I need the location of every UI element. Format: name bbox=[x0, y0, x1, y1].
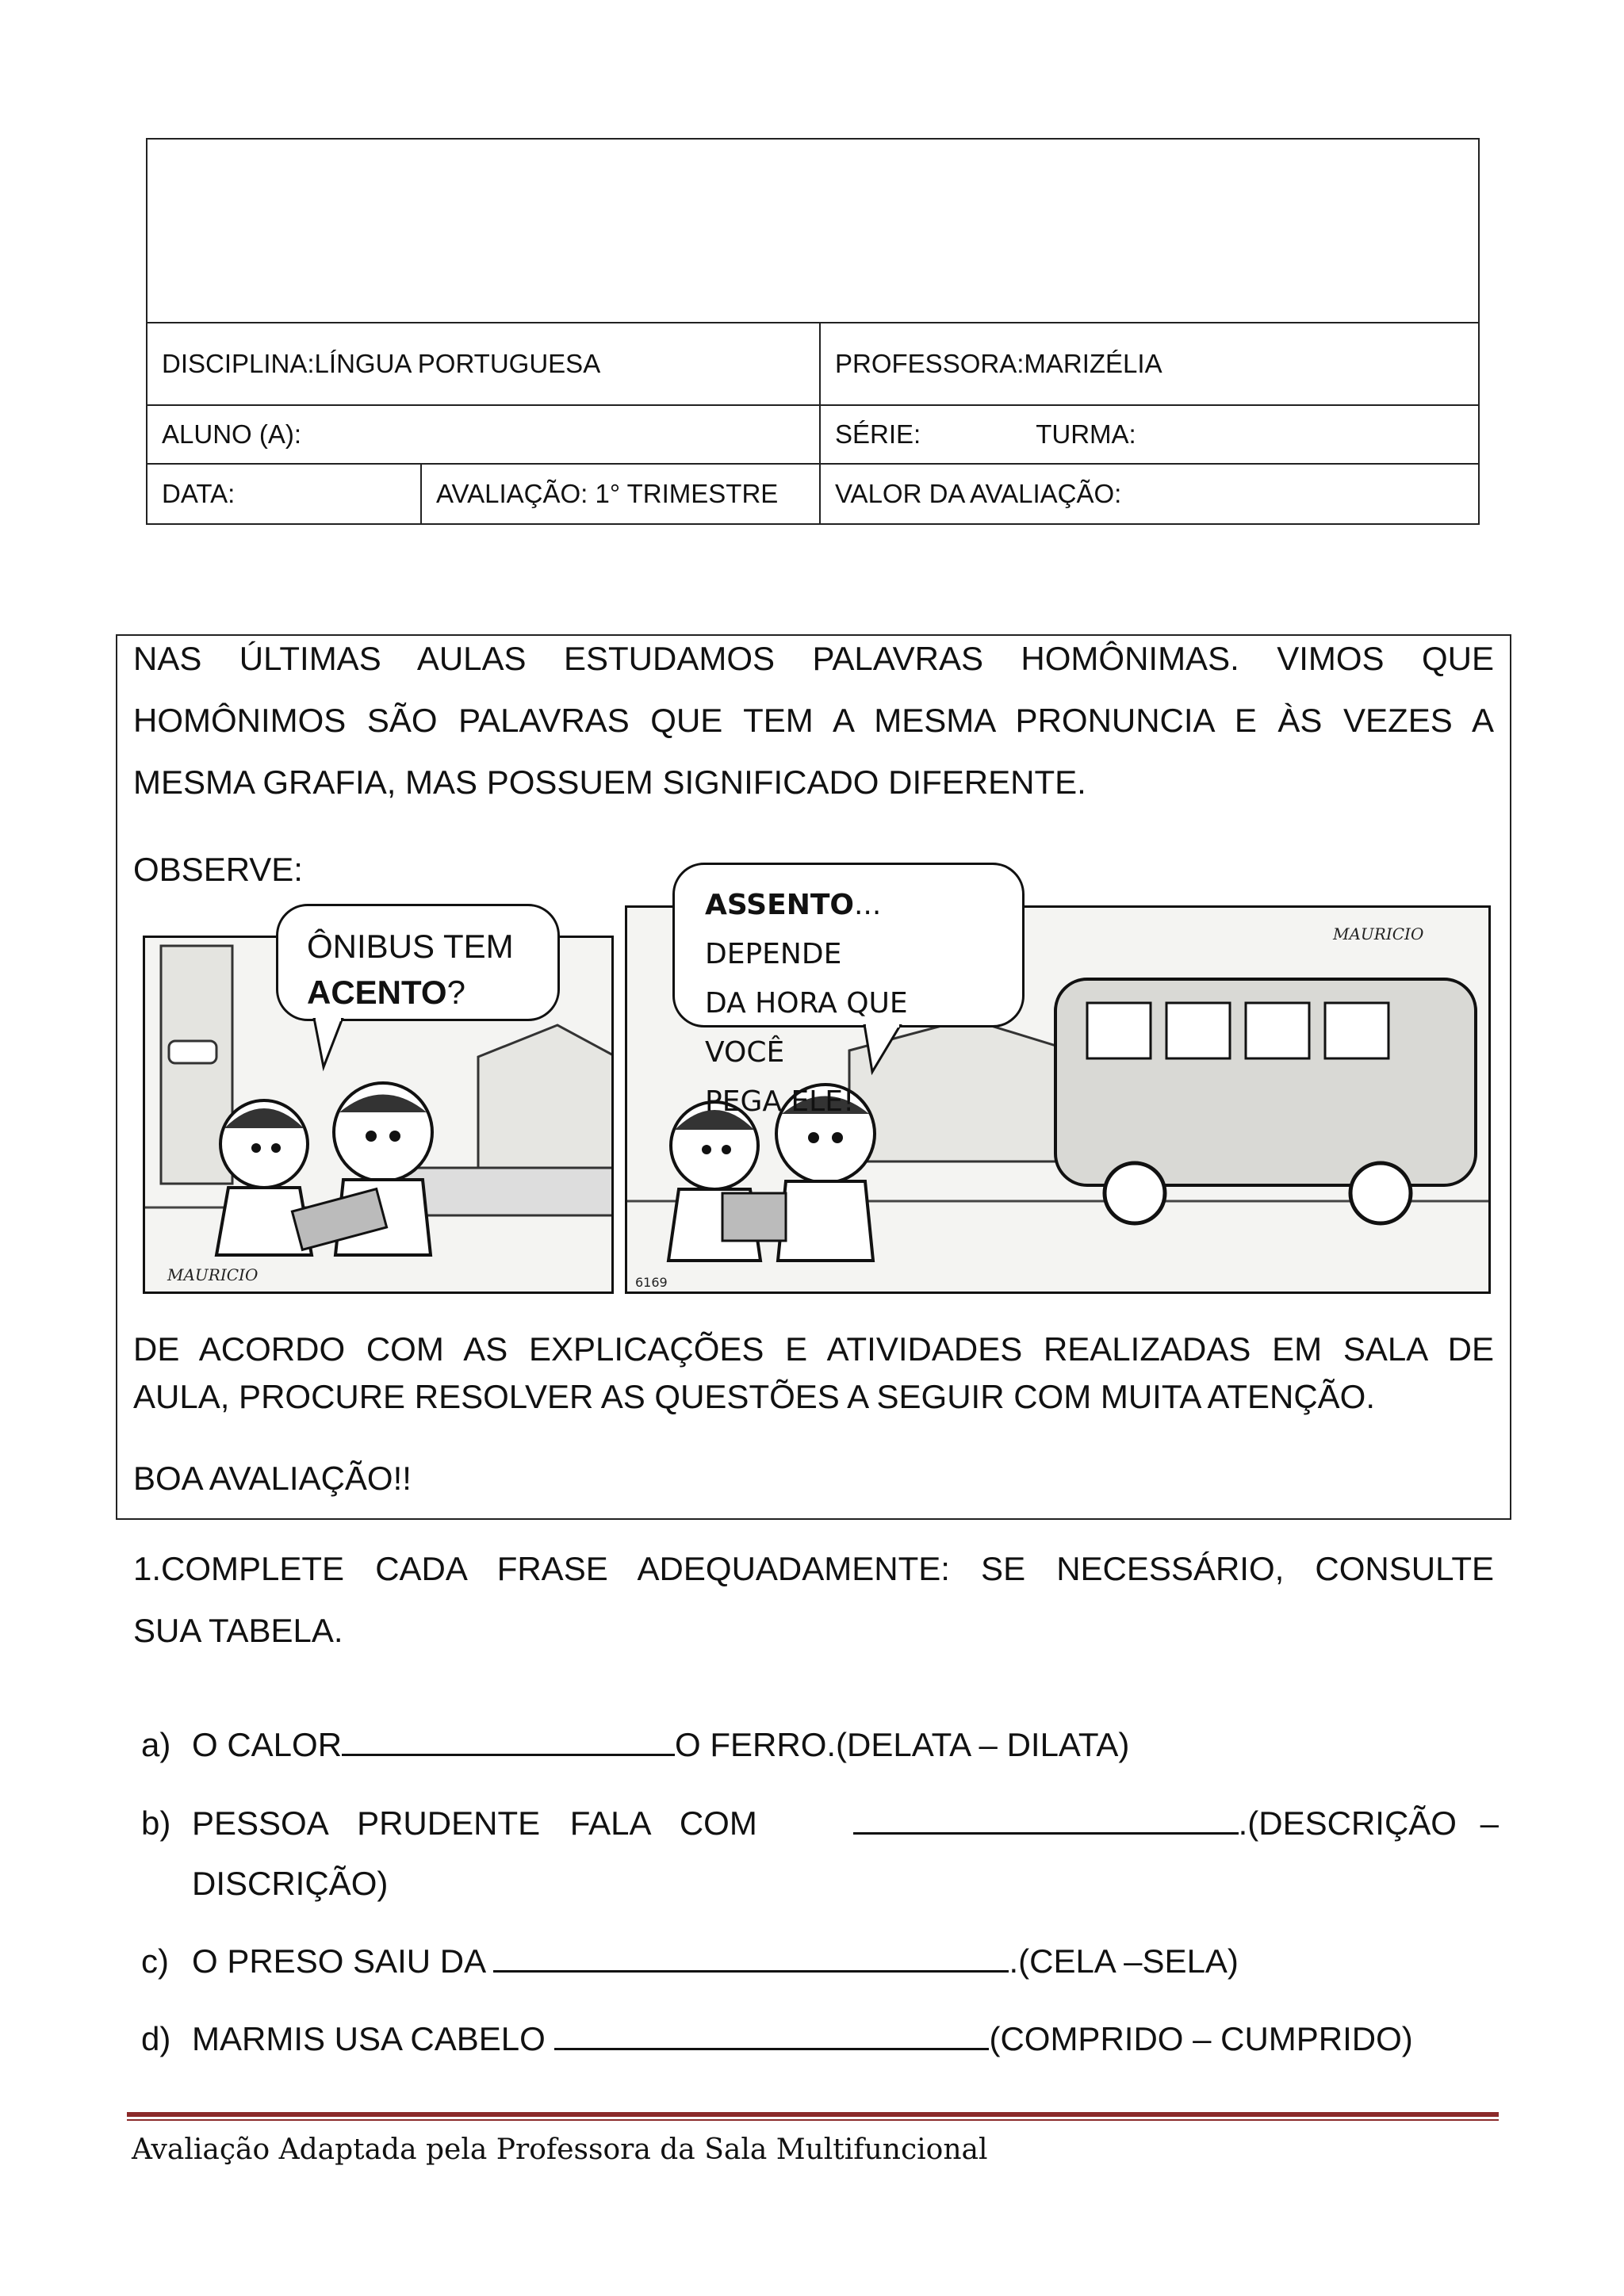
item-b-right bbox=[853, 1793, 1499, 1854]
valor-field[interactable]: VALOR DA AVALIAÇÃO: bbox=[835, 479, 1122, 508]
header-row-3 bbox=[147, 465, 1478, 523]
instructions-line-2: AULA, PROCURE RESOLVER AS QUESTÕES A SEGUIR COM MUITA ATENÇÃO. bbox=[133, 1378, 1376, 1415]
footer-rule-thick bbox=[127, 2112, 1499, 2117]
item-a-blank[interactable] bbox=[342, 1724, 675, 1756]
speech-bubble-1-tail bbox=[311, 1018, 358, 1073]
item-b-continuation: DISCRIÇÃO) bbox=[192, 1865, 389, 1902]
header-table bbox=[146, 138, 1480, 525]
item-b-blank[interactable] bbox=[853, 1802, 1239, 1835]
header-row-1 bbox=[147, 323, 1478, 406]
item-d-before: MARMIS USA CABELO bbox=[192, 2020, 546, 2057]
question-item-b bbox=[141, 1793, 1499, 1854]
item-b-before: PESSOA PRUDENTE FALA COM bbox=[192, 1804, 757, 1842]
professora-field: PROFESSORA:MARIZÉLIA bbox=[835, 349, 1162, 378]
serie-field[interactable]: SÉRIE: bbox=[835, 419, 921, 449]
svg-text:6169: 6169 bbox=[635, 1275, 668, 1290]
bubble-2-line-1-rest: ... DEPENDE bbox=[705, 889, 882, 970]
item-c-after: .(CELA –SELA) bbox=[1009, 1942, 1239, 1980]
item-c-label: c) bbox=[141, 1942, 169, 1980]
speech-bubble-2 bbox=[672, 863, 1025, 1118]
closing-text: BOA AVALIAÇÃO!! bbox=[133, 1460, 412, 1497]
turma-field[interactable]: TURMA: bbox=[1036, 419, 1136, 449]
item-b-left bbox=[141, 1793, 757, 1854]
bubble-1-end: ? bbox=[446, 974, 465, 1011]
bubble-2-line-1 bbox=[705, 881, 992, 979]
bubble-2-line-3: PEGA ELE! bbox=[705, 1085, 855, 1118]
speech-bubble-2-tail bbox=[856, 1024, 912, 1080]
question-1-line-2: SUA TABELA. bbox=[133, 1612, 343, 1649]
item-a-after: O FERRO.(DELATA – DILATA) bbox=[675, 1726, 1130, 1763]
bubble-2-line-2: DA HORA QUE VOCÊ bbox=[705, 987, 908, 1069]
svg-text:MAURICIO: MAURICIO bbox=[167, 1265, 259, 1284]
item-b-after: .(DESCRIÇÃO – bbox=[1238, 1804, 1499, 1842]
bubble-1-line-1: ÔNIBUS TEM bbox=[307, 928, 514, 965]
intro-line-3: MESMA GRAFIA, MAS POSSUEM SIGNIFICADO DIFERENTE. bbox=[133, 763, 1086, 801]
item-d-after: (COMPRIDO – CUMPRIDO) bbox=[989, 2020, 1413, 2057]
item-a-label: a) bbox=[141, 1726, 171, 1763]
item-d-label: d) bbox=[141, 2020, 171, 2057]
intro-line-2: HOMÔNIMOS SÃO PALAVRAS QUE TEM A MESMA PRONUNCIA E ÀS VEZES A bbox=[133, 702, 1494, 739]
item-c-blank[interactable] bbox=[493, 1940, 1009, 1973]
item-a-before: O CALOR bbox=[192, 1726, 343, 1763]
intro-line-1: NAS ÚLTIMAS AULAS ESTUDAMOS PALAVRAS HOMÔNIMAS. VIMOS QUE bbox=[133, 640, 1494, 677]
question-item-c bbox=[141, 1931, 1239, 1992]
comic-strip bbox=[143, 872, 1491, 1300]
footer-rule-thin bbox=[127, 2119, 1499, 2121]
question-item-a bbox=[141, 1715, 1129, 1775]
bubble-1-line-2 bbox=[307, 970, 529, 1016]
serie-turma-cell bbox=[821, 406, 1478, 463]
bubble-2-bold-word: ASSENTO bbox=[705, 889, 854, 921]
item-d-blank[interactable] bbox=[554, 2018, 989, 2050]
aluno-field[interactable]: ALUNO (A): bbox=[147, 406, 821, 463]
header-logo-area bbox=[147, 140, 1478, 323]
avaliacao-field: AVALIAÇÃO: 1° TRIMESTRE bbox=[422, 465, 821, 523]
bubble-1-bold-word: ACENTO bbox=[307, 974, 447, 1011]
question-1-line-1: 1.COMPLETE CADA FRASE ADEQUADAMENTE: SE NECESSÁRIO, CONSULTE bbox=[133, 1550, 1494, 1587]
data-field[interactable]: DATA: bbox=[147, 465, 422, 523]
item-c-before: O PRESO SAIU DA bbox=[192, 1942, 485, 1980]
footer-text: Avaliação Adaptada pela Professora da Sala Multifuncional bbox=[132, 2133, 988, 2166]
speech-bubble-1 bbox=[276, 904, 560, 1021]
item-b-label: b) bbox=[141, 1804, 171, 1842]
disciplina-field: DISCIPLINA:LÍNGUA PORTUGUESA bbox=[147, 323, 821, 404]
instructions-line-1: DE ACORDO COM AS EXPLICAÇÕES E ATIVIDADES REALIZADAS EM SALA DE bbox=[133, 1330, 1494, 1368]
header-row-2 bbox=[147, 406, 1478, 465]
question-item-d bbox=[141, 2009, 1413, 2069]
observe-label: OBSERVE: bbox=[133, 851, 303, 888]
svg-text:MAURICIO: MAURICIO bbox=[1333, 924, 1424, 943]
